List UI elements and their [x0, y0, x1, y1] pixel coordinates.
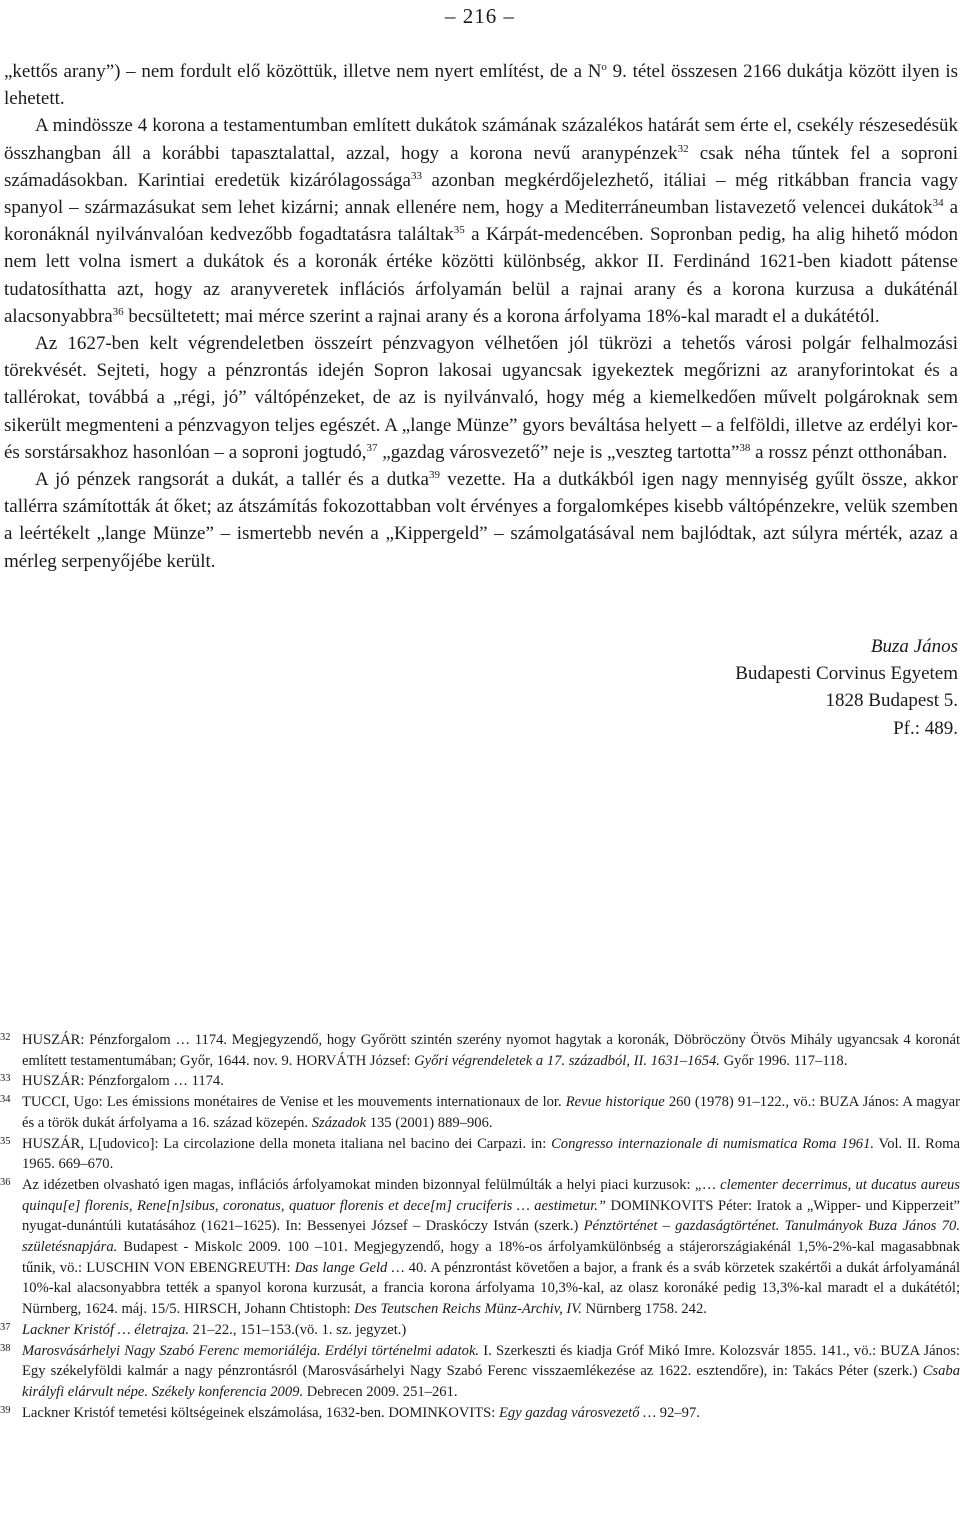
text-run: DOMINKOVITS Péter: Iratok a „Wipper- und Kipperzeit” nyugat-dunántúli kutatásához (1621–1625). In: Bessenyei József – Draskóczy István (szerk.) — [22, 1197, 960, 1235]
footnote-number: 32 — [0, 1032, 11, 1043]
text-run: „kettős arany”) – nem fordult elő közöttük, illetve nem nyert említést, de a N — [4, 61, 602, 82]
text-run: Debrecen 2009. 251–261. — [303, 1383, 458, 1400]
footnote-number: 37 — [0, 1321, 11, 1333]
footnote — [0, 1403, 960, 1424]
text-run: A jó pénzek rangsorát a dukát, a tallér és a dutka — [35, 469, 429, 491]
footnote-text — [22, 1073, 224, 1089]
footnote-text — [22, 1094, 960, 1131]
italic-text: Das lange Geld … — [294, 1259, 405, 1276]
footnote-number: 38 — [0, 1342, 11, 1354]
text-run: 21–22., 151–153.(vö. 1. sz. jegyzet.) — [189, 1321, 407, 1338]
italic-text: Des Teutschen Reichs Münz-Archiv, IV. — [354, 1301, 582, 1318]
text-run: 9. tétel összesen 2166 dukátja között ilyen is lehetett. — [4, 61, 958, 110]
footnote-text — [22, 1405, 700, 1421]
text-run: Budapest - Miskolc 2009. 100 –101. Megjegyzendő, hogy a 18%-os árfolyamkülönbség a stájerországiakénál 1,5%-2%-kal magasabbnak tűnik, vö.: LUSCHIN VON EBENGREUTH: — [22, 1239, 960, 1276]
footnote-text — [22, 1343, 960, 1400]
paragraph — [4, 330, 958, 466]
italic-text: Csaba királyfi elárvult népe. Székely konferencia 2009. — [22, 1363, 960, 1400]
text-run: Az 1627-ben kelt végrendeletben összeírt pénzvagyon vélhetően jól tükrözi a tehetős városi polgár felhalmozási törekvését. Sejteti, hogy a pénzrontás idején Sopron lakosai ugyancsak igyekeztek megőrizni az aranyforintokat és a tallérokat, továbbá a „régi, jó” váltópénzeket, de az is nyilvánvaló, hogy még a kiemelkedően művelt polgároknak sem sikerült megmenteni a pénzvagyon teljes egészét. A „lange Münze” gyors beváltása helyett – a felföldi, illetve az erdélyi kor- és sorstársakhoz hasonlóan – a soproni jogtudó, — [4, 333, 958, 463]
footnote — [0, 1134, 960, 1175]
italic-text: Pénztörténet – gazdaságtörténet. Tanulmányok Buza János 70. születésnapjára. — [22, 1218, 960, 1256]
footnote-ref: 37 — [366, 441, 378, 454]
italic-text: Egy gazdag városvezető … — [499, 1404, 657, 1421]
text-run: „gazdag városvezető” neje is „veszteg tartotta” — [377, 441, 740, 463]
italic-text: Lackner Kristóf … életrajza. — [22, 1321, 190, 1338]
footnote-text — [22, 1177, 960, 1317]
footnote-ref: 36 — [112, 305, 124, 318]
footnote — [0, 1320, 960, 1341]
footnote-number: 34 — [0, 1094, 11, 1106]
text-run: 260 (1978) 91–122., vö.: BUZA János: A magyar és a török dukát árfolyama a 16. század közepén. — [22, 1094, 960, 1131]
text-run: Lackner Kristóf temetési költségeinek elszámolása, 1632-ben. DOMINKOVITS: — [22, 1404, 500, 1421]
text-run: a rossz pénzt otthonában. — [750, 441, 948, 463]
text-run: Az idézetben olvasható igen magas, inflációs árfolyamokat minden bizonnyal felülmúlták a helyi piaci kurzusok: — [22, 1176, 695, 1193]
footnote-ref: 38 — [739, 441, 751, 454]
footnote — [0, 1071, 960, 1092]
postal-address: 1828 Budapest 5. — [825, 690, 958, 712]
italic-text: Századok — [311, 1114, 367, 1131]
footnote-number: 36 — [0, 1176, 11, 1188]
text-run: vezette. Ha a dutkákból igen nagy mennyiség gyűlt össze, akkor tallérra számították át őket; az átszámítás fokozottabban volt érvényes a forgalomképes kisebb váltópénzekre, velük szemben a leértékelt „lange Münze” – ismertebb nevén a „Kippergeld” – számolgatásával nem bajlódtak, azt súlyra mérték, azaz a mérleg serpenyőjébe került. — [4, 469, 958, 572]
text-run: 40. A pénzrontást követően a bajor, a frank és a sváb körzetek szakértői a dukát árfolyamánál 10%-kal alacsonyabbra tették a spanyol korona kurzusát, a francia korona árfolyama 10,3%-kal, az olasz koronáké pedig 13,3%-kal maradt el a dukátétól; Nürnberg, 1624. máj. 15/5. HIRSCH, Johann Chtistoph: — [22, 1259, 960, 1318]
text-run: HUSZÁR, L[udovico]: La circolazione della moneta italiana nel bacino dei Carpazi. in: — [22, 1135, 552, 1152]
footnote-number: 39 — [0, 1404, 11, 1416]
body-text — [4, 58, 958, 575]
po-box: Pf.: 489. — [893, 717, 958, 739]
text-run: HUSZÁR: Pénzforgalom … 1174. — [22, 1073, 224, 1090]
signature-block — [538, 633, 958, 742]
text-run: I. Szerkeszti és kiadja Gróf Mikó Imre. Kolozsvár 1855. 141., vö.: BUZA János: Egy székelyföldi kalmár a nagy pénzrontásról (Marosvásárhelyi Nagy Szabó Ferenc visszaemlékezése az 1622. esztendőre), in: Takács Péter (szerk.) — [22, 1342, 960, 1380]
text-run: A mindössze 4 korona a testamentumban említett dukátok számának százalékos határát sem érte el, csekély részesedésük összhangban áll a korábbi tapasztalattal, azzal, hogy a korona nevű aranypénzek — [4, 115, 958, 164]
italic-text: „… clementer decerrimus, ut ducatus aureus quinqu[e] florenis, Rene[n]sibus, coronatus, quatuor florenis et dece[m] cruciferis … aestimetur.” — [22, 1176, 960, 1214]
footnote — [0, 1341, 960, 1403]
italic-text: Marosvásárhelyi Nagy Szabó Ferenc memoriáléja. Erdélyi történelmi adatok. — [22, 1342, 480, 1359]
italic-text: Revue historique — [565, 1094, 665, 1111]
text-run: azonban megkérdőjelezhető, itáliai – még ritkábban francia vagy spanyol – származásukat sem lehet kizárni; annak ellenére nem, hogy a Mediterráneumban listavezető velencei dukátok — [4, 169, 958, 219]
footnote-number: 35 — [0, 1135, 11, 1147]
footnote-text — [22, 1136, 960, 1173]
text-run: Nürnberg 1758. 242. — [581, 1301, 707, 1318]
footnote-number: 33 — [0, 1073, 11, 1085]
text-run: 92–97. — [656, 1404, 700, 1421]
italic-text: Congresso internazionale di numismatica Roma 1961. — [551, 1135, 875, 1152]
author-name: Buza János — [870, 636, 958, 657]
footnote-ref: 35 — [453, 224, 465, 237]
text-run: Vol. II. Roma 1965. 669–670. — [22, 1135, 960, 1173]
institution-name: Budapesti Corvinus Egyetem — [735, 663, 958, 685]
text-run: Győr 1996. 117–118. — [719, 1052, 848, 1069]
footnote-text — [22, 1322, 406, 1338]
text-run: becsültetett; mai mérce szerint a rajnai arany és a korona árfolyama 18%-kal maradt el a dukátétól. — [123, 305, 880, 327]
footnote — [0, 1175, 960, 1320]
text-run: csak néha tűntek fel a soproni számadásokban. Karintiai eredetük kizárólagossága — [4, 142, 958, 191]
footnote-text — [22, 1032, 960, 1069]
footnote-ref: 34 — [932, 197, 944, 210]
footnote-ref: o — [601, 61, 607, 73]
footnote-ref: 33 — [410, 169, 422, 182]
text-run: HUSZÁR: Pénzforgalom … 1174. Megjegyzendő, hogy Győrött szintén szerény nyomot hagytak a koronák, Döbröczöny Ötvös Mihály ugyancsak 4 koronát említett testamentumában; Győr, 1644. nov. 9. HORVÁTH József: — [22, 1032, 960, 1069]
footnote — [0, 1092, 960, 1133]
italic-text: Győri végrendeletek a 17. századból, II. 1631–1654. — [414, 1052, 720, 1069]
footnote — [0, 1030, 960, 1071]
text-run: a koronáknál nyilvánvalóan kedvezőbb fogadtatásra találtak — [4, 197, 959, 246]
paragraph — [4, 112, 958, 330]
page-number: – 216 – — [445, 4, 515, 28]
footnote-ref: 32 — [677, 142, 689, 155]
paragraph — [4, 466, 958, 575]
text-run: a Kárpát-medencében. Sopronban pedig, ha alig hihető módon nem lett volna ismert a dukátok és a koronák értéke közötti különbség, akkor II. Ferdinánd 1621-ben kiadott pátense tudatosíthatta azt, hogy az aranyveretek inflációs árfolyamán belül a rajnai arany és a korona kurzusa a dukáténál alacsonyabbra — [4, 224, 958, 327]
paragraph — [4, 58, 958, 112]
footnote-ref: 39 — [428, 469, 440, 482]
text-run: TUCCI, Ugo: Les émissions monétaires de Venise et les mouvements internationaux de lor. — [22, 1094, 566, 1111]
text-run: 135 (2001) 889–906. — [366, 1114, 493, 1131]
footnotes — [0, 1030, 960, 1423]
